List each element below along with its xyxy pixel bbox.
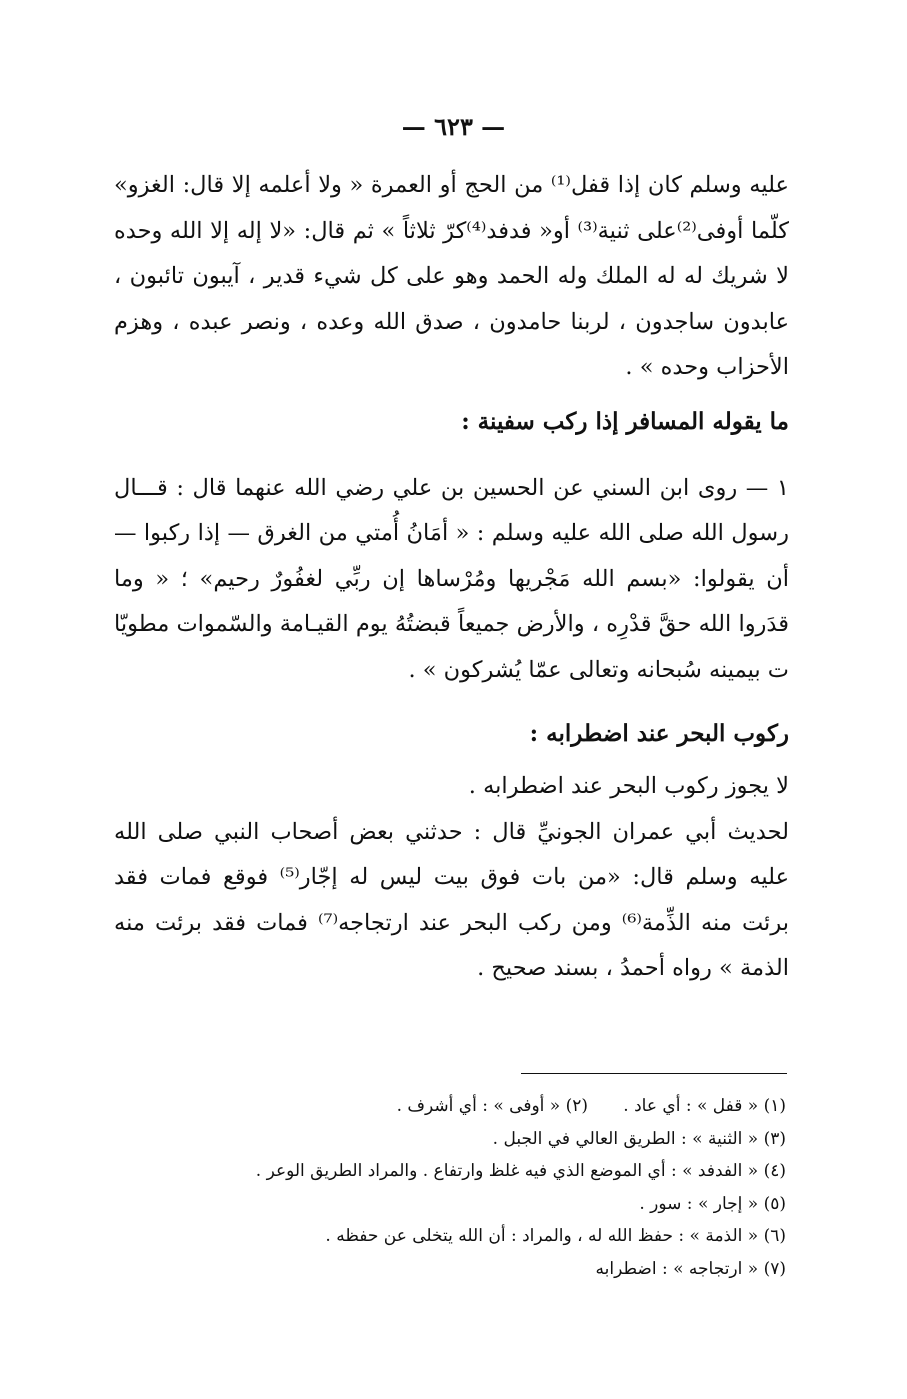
section-heading-sea: ركوب البحر عند اضطرابه : — [529, 720, 789, 747]
footnote-2: (٢) « أوفى » : أي أشرف . — [396, 1096, 588, 1116]
footnote-5: (٥) « إجار » : سور . — [639, 1193, 786, 1214]
footnote-7: (٧) « ارتجاجه » : اضطرابه — [595, 1258, 786, 1279]
section-heading-ship: ما يقوله المسافر إذا ركب سفينة : — [461, 407, 789, 435]
footnote-3: (٣) « الثنية » : الطريق العالي في الجبل . — [492, 1128, 786, 1149]
main-text — [114, 163, 789, 992]
section-statement-sea: لا يجوز ركوب البحر عند اضطرابه . — [468, 773, 789, 799]
section-paragraph-sea: لحديث أبي عمران الجونيِّ قال : حدثني بعض أصحاب النبي صلى الله عليه وسلم قال: «من بات فوق بيت ليس له إجّار⁽⁵⁾ فوقع فمات فقد برئت منه الذِّمة⁽⁶⁾ ومن ركب البحر عند ارتجاجه⁽⁷⁾ فمات فقد برئت منه الذمة » رواه أحمدُ ، بسند صحيح . — [114, 818, 789, 981]
footnote-6: (٦) « الذمة » : حفظ الله له ، والمراد : أن الله يتخلى عن حفظه . — [325, 1226, 786, 1246]
footnote-divider — [521, 1073, 787, 1074]
opening-paragraph: عليه وسلم كان إذا قفل⁽¹⁾ من الحج أو العمرة « ولا أعلمه إلا قال: الغزو» كلّما أوفى⁽²⁾على ثنية⁽³⁾ أو« فدفد⁽⁴⁾كرّ ثلاثاً » ثم قال: «لا إله إلا الله وحده لا شريك له له الملك وله الحمد وهو على كل شيء قدير ، آيبون تائبون ، عابدون ساجدون ، لربنا حامدون ، صدق الله وعده ، ونصر عبده ، وهزم الأحزاب وحده » . — [114, 172, 789, 380]
footnotes — [106, 1090, 786, 1285]
page-number: — ٦٢٣ — — [401, 112, 506, 141]
footnote-4: (٤) « الفدفد » : أي الموضع الذي فيه غلظ وارتفاع . والمراد الطريق الوعر . — [255, 1161, 786, 1181]
footnote-row — [106, 1090, 786, 1123]
footnote-1: (١) « قفل » : أي عاد . — [623, 1096, 786, 1116]
section-paragraph-ship: ١ — روى ابن السني عن الحسين بن علي رضي الله عنهما قال : قـــال رسول الله صلى الله عليه وسلم : « أمَانُ أُمتي من الغرق — إذا ركبوا — أن يقولوا: «بسم الله مَجْريها ومُرْساها إن ربِّي لغفُورٌ رحيم» ؛ « وما قدَروا الله حقَّ قدْرِه ، والأرض جميعاً قبضتُهُ يوم القيـامة والسّموات مطويّا ت بيمينه سُبحانه وتعالى عمّا يُشركون » . — [114, 474, 789, 683]
